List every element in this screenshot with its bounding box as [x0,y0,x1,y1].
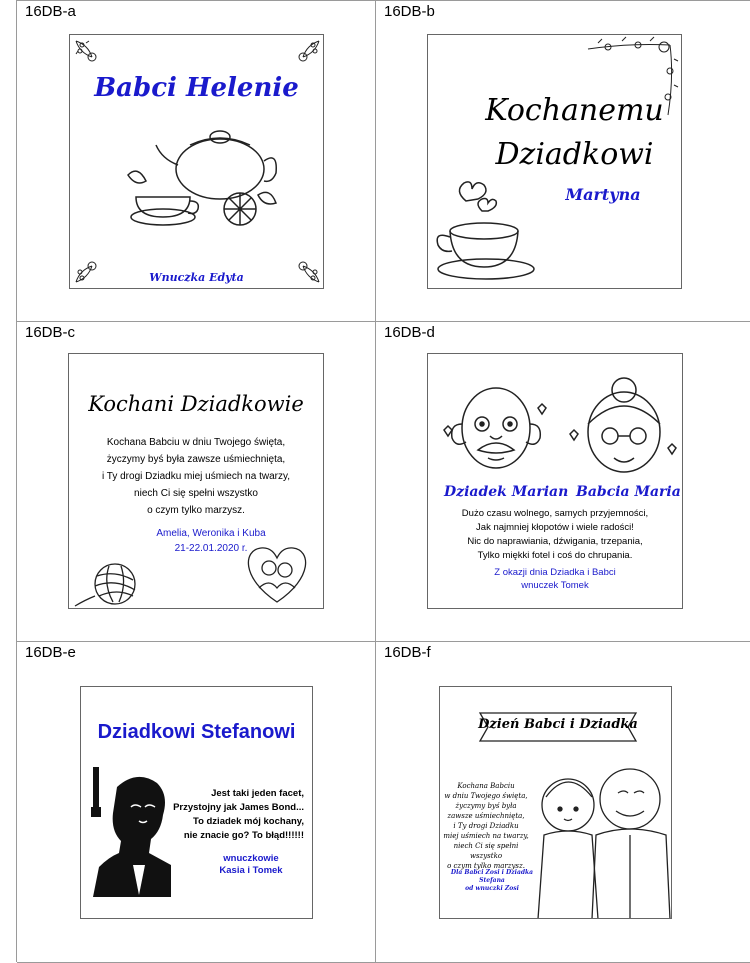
card-16db-e[interactable] [80,686,313,919]
card-title: Kochani Dziadkowie [88,392,304,416]
coffee-cup-icon [432,171,542,281]
card-signature: Z okazji dnia Dziadka i Babci wnuczek Tomek [494,567,616,591]
card-title: Dziadkowi Stefanowi [97,721,296,743]
grandpa-face-icon [438,378,553,488]
teapot-icon [128,115,278,235]
product-code: 16DB-a [25,3,76,20]
product-code: 16DB-c [25,324,76,341]
cell-16db-a [17,1,376,322]
banner-title: Dzień Babci i Dziadka [478,717,638,732]
card-title-line2: Dziadkowi [495,137,654,172]
cell-16db-e [17,642,376,963]
cell-16db-f [376,642,750,963]
cell-16db-b [376,1,750,322]
card-signature: Amelia, Weronika i Kuba 21-22.01.2020 r. [156,528,266,554]
grandpa-name: Dziadek Marian [444,484,569,500]
cell-16db-d [376,322,750,642]
card-signature: Dla Babci Zosi i Dziadka Stefana od wnuczki Zosi [450,869,534,892]
card-body: Kochana Babciu w dniu Twojego święta, życzymy byś była zawsze uśmiechnięta, i Ty drogi Dziadku miej uśmiech na twarzy, niech Ci się spełni wszystko o czym tylko marzysz. [101,437,291,516]
grandparents-illustration [532,763,670,919]
product-code: 16DB-f [384,644,431,661]
card-16db-a[interactable] [69,34,324,289]
heart-icon [241,544,313,606]
yarn-ball-icon [75,560,155,609]
product-grid [16,0,750,962]
floral-corner-icon [287,39,321,73]
card-title: Babci Helenie [94,73,299,103]
card-name: Martyna [565,185,641,204]
card-body: Dużo czasu wolnego, samych przyjemności, Jak najmniej kłopotów i wiele radości! Nic do naprawiania, dźwigania, trzepania, Tylko miękki fotel i coś do chrupania. [461,508,649,561]
grandma-face-icon [566,374,681,486]
product-code: 16DB-d [384,324,435,341]
card-signature: Wnuczka Edyta [149,271,244,284]
card-title-line1: Kochanemu [485,93,664,128]
card-body: Jest taki jeden facet, Przystojny jak James Bond... To dziadek mój kochany, nie znacie go? To błąd!!!!!! [173,788,304,841]
product-code: 16DB-b [384,3,435,20]
card-body: Kochana Babciu w dniu Twojego święta, życzymy byś była zawsze uśmiechnięta, i Ty drogi Dziadku miej uśmiech na twarzy, niech Ci się spełni wszystko o czym tylko marzysz. [443,782,529,870]
product-code: 16DB-e [25,644,76,661]
card-signature: wnuczkowie Kasia i Tomek [219,853,283,876]
floral-corner-icon [74,39,108,73]
card-16db-f[interactable] [439,686,672,919]
cell-16db-c [17,322,376,642]
grandma-name: Babcia Maria [576,484,681,500]
card-16db-b[interactable] [427,34,682,289]
card-16db-c[interactable] [68,353,324,609]
card-16db-d[interactable] [427,353,683,609]
